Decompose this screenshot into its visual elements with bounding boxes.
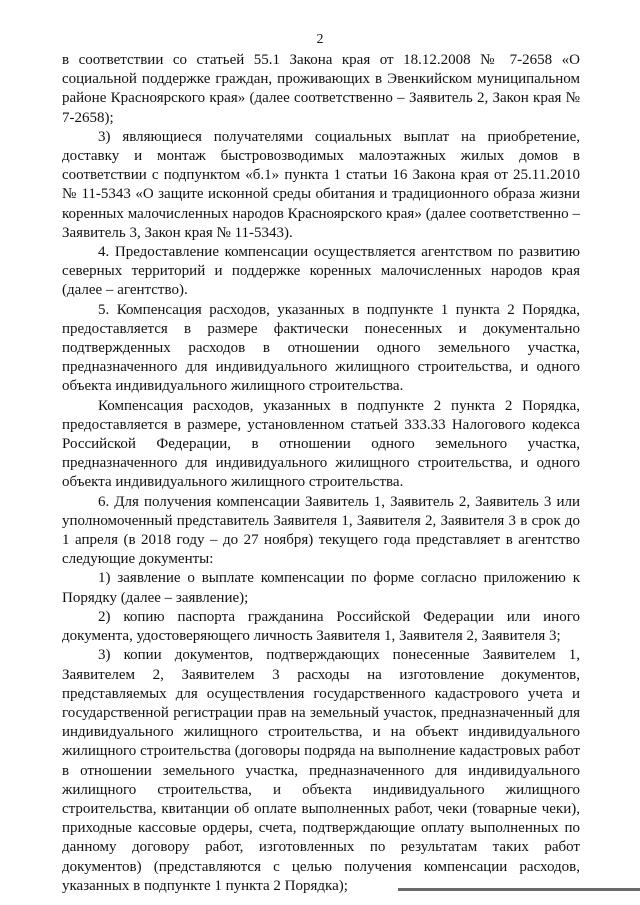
paragraph-document-2: 2) копию паспорта гражданина Российской Федерации или иного документа, удостоверяющего личность Заявителя 1, Заявителя 2, Заявителя 3; xyxy=(62,608,580,645)
paragraph-continuation: в соответствии со статьей 55.1 Закона края от 18.12.2008 № 7-2658 «О социальной поддержке граждан, проживающих в Эвенкийском муниципальном районе Красноярского края» (далее соответственно – Заявитель 2, Закон края № 7-2658); xyxy=(62,52,580,126)
page-number: 2 xyxy=(316,32,324,47)
document-body xyxy=(62,51,580,896)
paragraph-document-1: 1) заявление о выплате компенсации по форме согласно приложению к Порядку (далее – заявление); xyxy=(62,570,580,606)
scan-edge-line xyxy=(398,888,640,891)
paragraph-point-6: 6. Для получения компенсации Заявитель 1, Заявитель 2, Заявитель 3 или уполномоченный представитель Заявителя 1, Заявителя 2, Заявителя 3 в срок до 1 апреля (в 2018 году – до 27 ноября) текущего года представляет в агентство следующие документы: xyxy=(62,493,580,568)
paragraph-item-3: 3) являющиеся получателями социальных выплат на приобретение, доставку и монтаж быстровозводимых малоэтажных жилых домов в соответствии с подпунктом «б.1» пункта 1 статьи 16 Закона края от 25.11.2010 № 11-5343 «О защите исконной среды обитания и традиционного образа жизни коренных малочисленных народов Красноярского края» (далее соответственно – Заявитель 3, Закон края № 11-5343). xyxy=(62,128,580,241)
paragraph-compensation-subpoint-2: Компенсация расходов, указанных в подпункте 2 пункта 2 Порядка, предоставляется в размере, установленном статьей 333.33 Налогового кодекса Российской Федерации, в отношении одного земельного участка, предназначенного для индивидуального жилищного строительства, и одного объекта индивидуального жилищного строительства. xyxy=(62,397,580,491)
paragraph-point-4: 4. Предоставление компенсации осуществляется агентством по развитию северных территорий и поддержке коренных малочисленных народов края (далее – агентство). xyxy=(62,244,580,299)
paragraph-document-3: 3) копии документов, подтверждающих понесенные Заявителем 1, Заявителем 2, Заявителем 3 расходы на изготовление документов, представляемых для осуществления государственного кадастрового учета и государственной регистрации прав на земельный участок, предназначенный для индивидуального жилищного строительства, и на объект индивидуального жилищного строительства (договоры подряда на выполнение кадастровых работ в отношении земельного участка, предназначенного для индивидуального жилищного строительства, и объекта индивидуального жилищного строительства, квитанции об оплате выполненных работ, чеки (товарные чеки), приходные кассовые ордеры, счета, подтверждающие оплату выполненных по данному договору работ, изготовленных по результатам таких работ документов) (представляются с целью получения компенсации расходов, указанных в подпункте 1 пункта 2 Порядка); xyxy=(62,647,580,894)
paragraph-point-5: 5. Компенсация расходов, указанных в подпункте 1 пункта 2 Порядка, предоставляется в размере фактически понесенных и документально подтвержденных расходов в отношении одного земельного участка, предназначенного для индивидуального жилищного строительства, и одного объекта индивидуального жилищного строительства. xyxy=(62,301,580,395)
